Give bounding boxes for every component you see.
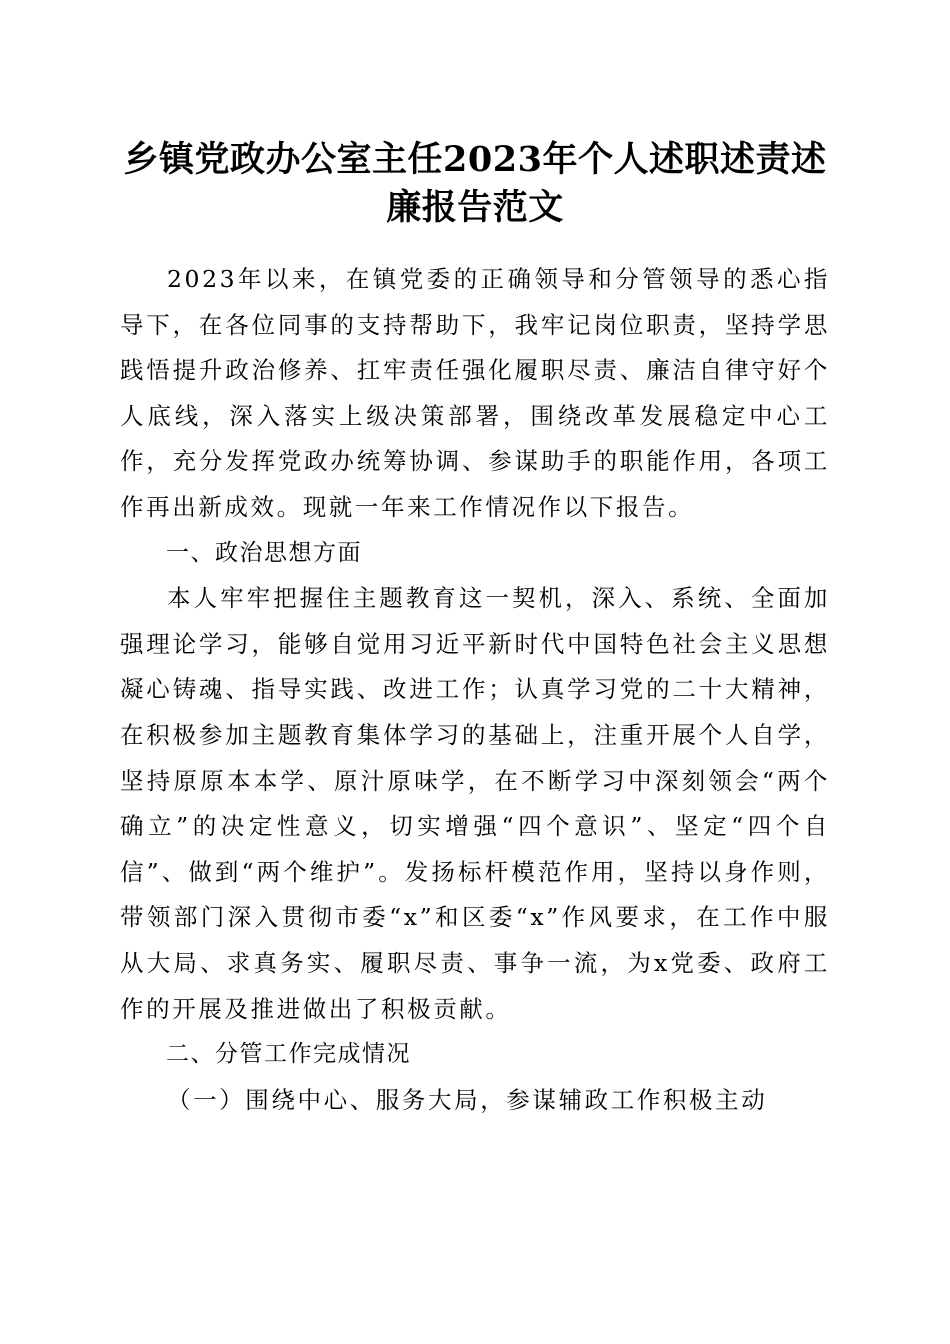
document-title-line1: 乡镇党政办公室主任2023年个人述职述责述	[123, 139, 827, 180]
section-political-paragraph: 本人牢牢把握住主题教育这一契机，深入、系统、全面加强理论学习，能够自觉用习近平新时代中国特色社会主义思想凝心铸魂、指导实践、改进工作；认真学习党的二十大精神，在积极参加主题教育集体学习的基础上，注重开展个人自学，坚持原原本本学、原汁原味学，在不断学习中深刻领会“两个确立”的决定性意义，切实增强“四个意识”、坚定“四个自信”、做到“两个维护”。发扬标杆模范作用，坚持以身作则，带领部门深入贯彻市委“x”和区委“x”作风要求，在工作中服从大局、求真务实、履职尽责、事争一流，为x党委、政府工作的开展及推进做出了积极贡献。	[120, 584, 830, 1023]
document-title	[100, 136, 850, 232]
section-heading-political: 一、政治思想方面	[166, 539, 362, 566]
document-title-line2: 廉报告范文	[386, 187, 564, 228]
subsection-heading-1: （一）围绕中心、服务大局，参谋辅政工作积极主动	[167, 1085, 768, 1114]
section-heading-work: 二、分管工作完成情况	[166, 1041, 411, 1068]
document-body	[120, 257, 830, 1123]
intro-paragraph: 2023年以来，在镇党委的正确领导和分管领导的悉心指导下，在各位同事的支持帮助下，我牢记岗位职责，坚持学思践悟提升政治修养、扛牢责任强化履职尽责、廉洁自律守好个人底线，深入落实上级决策部署，围绕改革发展稳定中心工作，充分发挥党政办统筹协调、参谋助手的职能作用，各项工作再出新成效。现就一年来工作情况作以下报告。	[120, 265, 830, 521]
